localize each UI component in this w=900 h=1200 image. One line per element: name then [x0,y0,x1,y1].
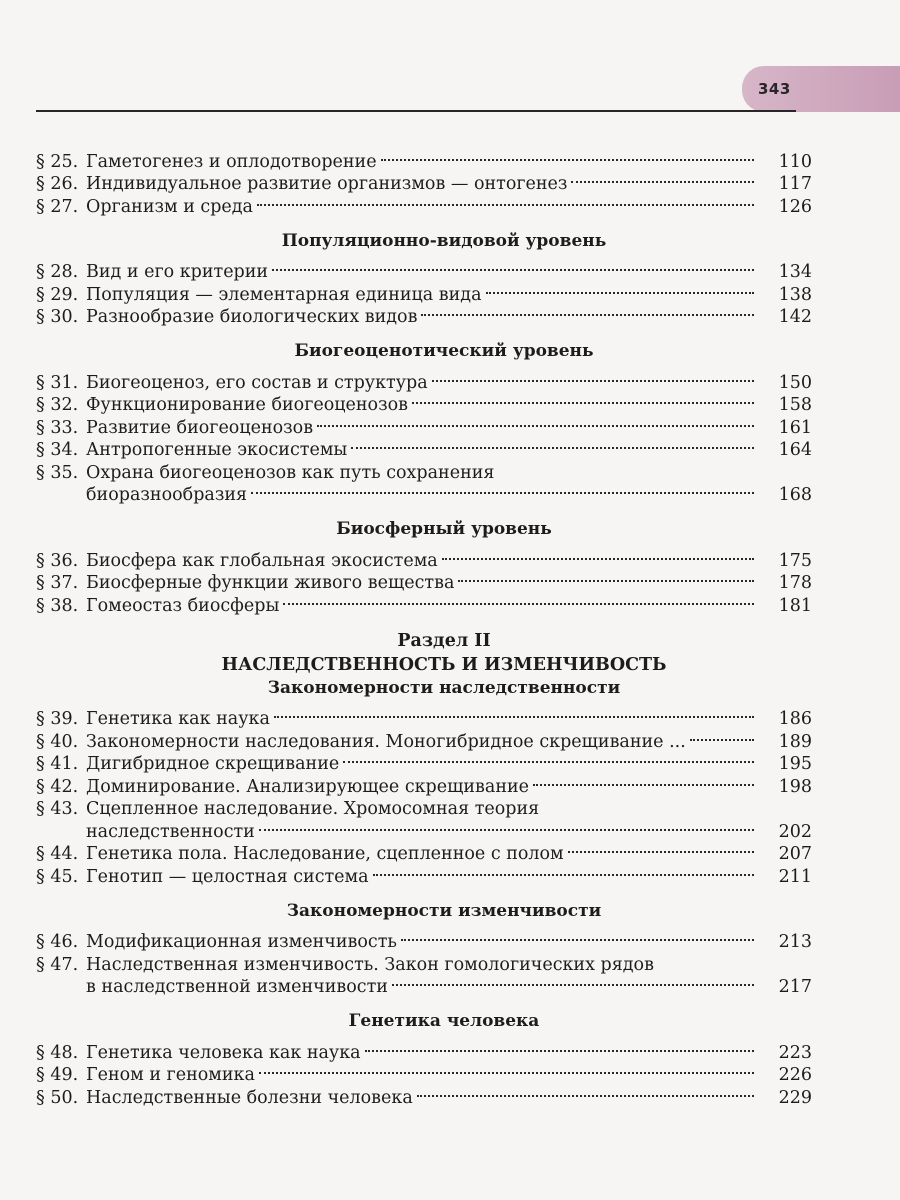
dot-leader [272,247,754,272]
entry-title: Биосферные функции живого вещества [86,573,455,593]
dot-leader [392,962,754,987]
section-label: Раздел II [397,630,491,651]
entry-number: § 39. [36,709,79,729]
entry-page: 142 [778,307,812,327]
entry-page: 158 [778,395,812,415]
entry-number: § 31. [36,372,79,393]
dot-leader [343,739,754,764]
section-title: НАСЛЕДСТВЕННОСТЬ И ИЗМЕНЧИВОСТЬ [221,654,667,675]
entry-page: 134 [778,262,812,282]
entry-page: 213 [778,932,812,952]
entry-page: 168 [778,485,812,505]
entry-page: 175 [778,550,812,571]
entry-number: § 28. [36,262,79,282]
dot-leader [351,425,754,450]
dot-leader [533,761,754,786]
entry-page: 181 [778,595,812,616]
entry-page: 207 [778,844,812,864]
entry-page: 223 [778,1042,812,1063]
entry-title: Генотип — целостная система [86,866,369,887]
entry-title: Антропогенные экосистемы [86,440,348,460]
dot-leader [381,136,754,161]
entry-number: § 37. [36,573,79,593]
table-of-contents [36,142,812,1108]
entry-page: 189 [778,731,812,752]
entry-number: § 42. [36,776,79,797]
entry-number: § 33. [36,417,79,438]
subsection-heading: Биогеоценотический уровень [294,341,594,361]
dot-leader [401,917,754,942]
entry-title: Закономерности наследования. Моногибридное скрещивание ... [86,731,686,752]
dot-leader [283,580,754,605]
entry-title: Гаметогенез и оплодотворение [86,151,377,172]
entry-title: Наследственные болезни человека [86,1087,413,1108]
dot-leader [571,159,754,184]
entry-number: § 45. [36,866,79,887]
entry-number: § 46. [36,932,79,952]
subsection-heading: Закономерности наследственности [267,677,621,698]
entry-page: 138 [778,284,812,305]
entry-page: 117 [778,174,812,194]
entry-page: 178 [778,573,812,593]
entry-page: 211 [778,866,812,887]
entry-number: § 47. [36,954,79,975]
dot-leader [486,269,754,294]
entry-page: 217 [778,977,812,997]
dot-leader [259,806,754,831]
entry-title: Индивидуальное развитие организмов — онтогенез [86,174,568,194]
subsection-heading: Популяционно-видовой уровень [281,230,607,251]
entry-title: Геном и геномика [86,1065,255,1085]
dot-leader [568,829,754,854]
entry-page: 202 [778,821,812,842]
entry-number: § 49. [36,1065,79,1085]
entry-number: § 41. [36,754,79,774]
entry-number: § 50. [36,1087,79,1108]
entry-number: § 34. [36,440,79,460]
entry-page: 195 [778,754,812,774]
entry-page: 198 [778,776,812,797]
entry-title: Гомеостаз биосферы [86,595,280,616]
entry-title: наследственности [86,821,255,842]
entry-title: Организм и среда [86,196,253,217]
entry-number: § 25. [36,151,79,172]
entry-number: § 48. [36,1042,79,1063]
entry-page: 161 [778,417,812,438]
entry-page: 110 [778,151,812,172]
entry-number: § 26. [36,174,79,194]
entry-page: 186 [778,709,812,729]
entry-title: Биогеоценоз, его состав и структура [86,372,428,393]
dot-leader [365,1027,754,1052]
subsection-heading: Генетика человека [348,1011,540,1031]
entry-number: § 43. [36,799,79,819]
dot-leader [432,357,754,382]
entry-title: биоразнообразия [86,485,248,505]
entry-number: § 40. [36,731,79,752]
dot-leader [442,535,754,560]
header-rule [36,110,796,112]
entry-title: Сцепленное наследование. Хромосомная теория [86,799,540,819]
entry-title: Охрана биогеоценозов как путь сохранения [86,462,495,483]
dot-leader [417,1072,754,1097]
entry-title: Генетика пола. Наследование, сцепленное с полом [86,844,564,864]
subsection-heading: Закономерности изменчивости [286,900,602,921]
dot-leader [690,716,754,741]
page-number: 343 [758,80,791,98]
entry-title: Доминирование. Анализирующее скрещивание [86,776,530,797]
entry-number: § 36. [36,550,79,571]
entry-title: Генетика человека как наука [86,1042,361,1063]
entry-title: Разнообразие биологических видов [86,307,418,327]
entry-number: § 27. [36,196,79,217]
entry-page: 150 [778,372,812,393]
entry-number: § 30. [36,307,79,327]
dot-leader [317,402,754,427]
entry-number: § 35. [36,462,79,483]
entry-title: Развитие биогеоценозов [86,417,314,438]
entry-page: 229 [778,1087,812,1108]
entry-title: Модификационная изменчивость [86,932,397,952]
entry-title: Популяция — элементарная единица вида [86,284,482,305]
subsection-heading: Биосферный уровень [336,519,552,539]
entry-title: Функционирование биогеоценозов [86,395,409,415]
dot-leader [458,558,754,583]
entry-number: § 32. [36,395,79,415]
entry-page: 164 [778,440,812,460]
dot-leader [412,380,754,405]
toc-entry [36,923,812,952]
dot-leader [274,694,754,719]
entry-title: Наследственная изменчивость. Закон гомологических рядов [86,954,654,975]
entry-number: § 29. [36,284,79,305]
entry-title: Генетика как наука [86,709,270,729]
dot-leader [257,181,754,206]
entry-number: § 38. [36,595,79,616]
entry-title: Биосфера как глобальная экосистема [86,550,438,571]
dot-leader [421,292,754,317]
dot-leader [373,851,754,876]
entry-page: 126 [778,196,812,217]
entry-number: § 44. [36,844,79,864]
entry-page: 226 [778,1065,812,1085]
dot-leader [259,1050,754,1075]
dot-leader [251,470,754,495]
entry-title: в наследственной изменчивости [86,977,388,997]
entry-title: Вид и его критерии [86,262,269,282]
entry-title: Дигибридное скрещивание [86,754,340,774]
